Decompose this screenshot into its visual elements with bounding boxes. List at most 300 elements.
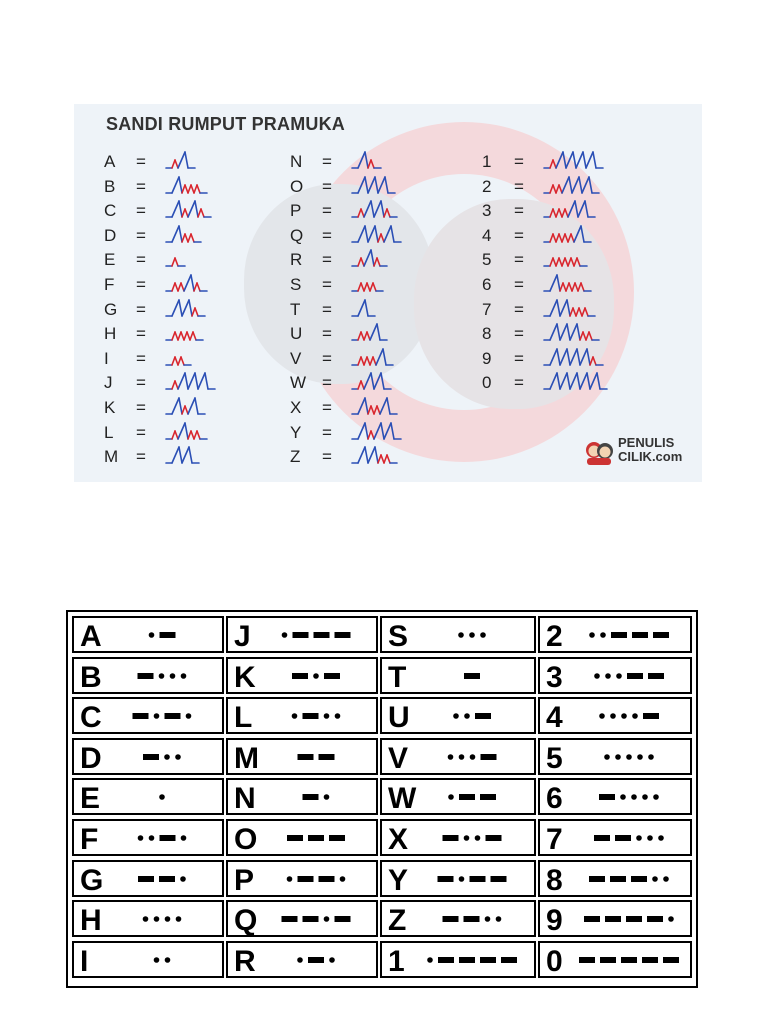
rumput-char: B [104, 176, 116, 196]
morse-code-glyph [382, 902, 534, 935]
morse-char: C [80, 701, 102, 735]
rumput-stroke [364, 332, 367, 340]
morse-char: Q [234, 904, 258, 938]
morse-dot [458, 632, 464, 638]
rumput-stroke [188, 201, 195, 217]
morse-char: P [234, 863, 255, 897]
rumput-stroke [589, 332, 592, 340]
rumput-code-glyph [166, 175, 209, 197]
rumput-stroke [590, 373, 597, 389]
morse-dash [159, 876, 175, 882]
rumput-code-glyph [166, 273, 209, 295]
rumput-stroke [185, 209, 188, 217]
rumput-equals: = [322, 398, 332, 417]
rumput-stroke [550, 275, 557, 291]
rumput-stroke [587, 373, 590, 389]
rumput-stroke [172, 300, 179, 316]
morse-code-glyph [382, 740, 534, 773]
rumput-stroke [358, 381, 361, 389]
morse-dot [653, 795, 659, 801]
rumput-stroke [178, 373, 185, 389]
rumput-stroke [198, 373, 205, 389]
rumput-stroke [377, 324, 380, 340]
morse-dash [663, 957, 679, 963]
rumput-stroke [368, 431, 371, 439]
rumput-stroke [556, 152, 563, 168]
rumput-stroke [557, 349, 560, 365]
morse-cell-t [380, 657, 536, 694]
morse-dash [287, 835, 303, 841]
rumput-stroke [571, 258, 574, 266]
rumput-code-glyph [166, 298, 207, 320]
rumput-equals: = [136, 152, 146, 171]
morse-dash [160, 835, 176, 841]
rumput-char: N [290, 152, 303, 171]
rumput-stroke [370, 283, 373, 291]
rumput-stroke [358, 177, 365, 193]
rumput-stroke [380, 398, 387, 414]
morse-char: 5 [546, 741, 563, 775]
morse-dash [335, 632, 351, 638]
rumput-stroke [185, 373, 188, 389]
morse-dash [324, 673, 340, 679]
morse-dash [594, 835, 610, 841]
rumput-stroke [550, 160, 553, 168]
rumput-stroke [182, 300, 189, 316]
rumput-equals: = [514, 250, 524, 270]
morse-cell-p [226, 860, 378, 897]
rumput-stroke [358, 283, 361, 291]
rumput-code-glyph [352, 175, 397, 197]
rumput-stroke [358, 258, 361, 266]
rumput-stroke [175, 258, 178, 266]
rumput-stroke [385, 177, 388, 193]
rumput-char: 4 [482, 225, 492, 245]
morse-char: 4 [546, 701, 563, 735]
morse-dot [324, 795, 330, 801]
rumput-stroke [197, 283, 200, 291]
rumput-char: R [290, 250, 303, 270]
morse-dash [308, 835, 324, 841]
rumput-stroke [377, 258, 380, 266]
morse-dash [615, 835, 631, 841]
morse-dot [600, 632, 606, 638]
morse-code-glyph [74, 780, 222, 813]
rumput-code-glyph [544, 371, 609, 393]
rumput-stroke [364, 357, 367, 365]
rumput-stroke [569, 283, 572, 291]
morse-cell-u [380, 697, 536, 734]
morse-dash [138, 673, 154, 679]
rumput-stroke [550, 234, 553, 242]
morse-dash [600, 957, 616, 963]
rumput-char: J [104, 373, 113, 393]
morse-dot [648, 754, 654, 760]
rumput-stroke [576, 308, 579, 316]
rumput-equals: = [514, 373, 524, 393]
morse-dot [159, 795, 165, 801]
rumput-equals: = [136, 324, 146, 344]
rumput-stroke [371, 250, 374, 266]
rumput-stroke [371, 406, 374, 414]
rumput-stroke [582, 177, 589, 193]
rumput-equals: = [322, 299, 332, 319]
morse-char: B [80, 660, 102, 694]
morse-dot [668, 916, 674, 922]
rumput-code-glyph [544, 224, 593, 246]
morse-code-glyph [540, 659, 690, 692]
morse-dash [626, 916, 642, 922]
rumput-stroke [557, 373, 560, 389]
rumput-char: L [104, 422, 114, 442]
morse-cell-b [72, 657, 224, 694]
rumput-equals: = [136, 250, 146, 270]
rumput-equals: = [514, 348, 524, 368]
morse-dash [438, 876, 454, 882]
morse-dot [496, 916, 502, 922]
rumput-stroke [191, 431, 194, 439]
morse-cell-5 [538, 738, 692, 775]
rumput-char: O [290, 176, 304, 196]
rumput-char: U [290, 324, 303, 344]
morse-dash [589, 876, 605, 882]
rumput-stroke [580, 332, 583, 340]
rumput-stroke [560, 373, 567, 389]
morse-char: A [80, 620, 102, 653]
rumput-stroke [184, 275, 191, 291]
rumput-code-glyph [544, 150, 605, 172]
morse-dot [637, 754, 643, 760]
rumput-stroke [361, 357, 364, 365]
rumput-code-glyph [352, 248, 389, 270]
morse-dot [464, 713, 470, 719]
morse-dot [485, 916, 491, 922]
morse-dot [480, 632, 486, 638]
morse-char: M [234, 741, 259, 775]
rumput-char: P [290, 201, 302, 221]
rumput-stroke [597, 373, 600, 389]
morse-dot [154, 957, 160, 963]
morse-dot [154, 916, 160, 922]
rumput-equals: = [514, 201, 524, 221]
morse-code-glyph [540, 780, 690, 813]
rumput-stroke [175, 381, 178, 389]
morse-dot [620, 795, 626, 801]
rumput-stroke [172, 283, 175, 291]
morse-dot [632, 713, 638, 719]
morse-char: F [80, 823, 99, 856]
morse-dot [459, 876, 465, 882]
rumput-stroke [175, 160, 178, 168]
rumput-stroke [586, 152, 593, 168]
rumput-stroke [368, 226, 375, 242]
morse-code-glyph [228, 943, 376, 976]
rumput-stroke [559, 258, 562, 266]
rumput-stroke [378, 234, 381, 242]
rumput-stroke [361, 209, 364, 217]
morse-cell-4 [538, 697, 692, 734]
rumput-code-glyph [544, 298, 597, 320]
rumput-equals: = [136, 225, 146, 245]
morse-char: 6 [546, 782, 563, 816]
morse-dash [480, 794, 496, 800]
morse-code-glyph [382, 862, 534, 895]
rumput-stroke [172, 332, 175, 340]
morse-cell-w [380, 778, 536, 815]
rumput-stroke [198, 209, 201, 217]
morse-char: 2 [546, 620, 563, 653]
rumput-stroke [172, 201, 179, 217]
rumput-char: T [290, 299, 301, 319]
rumput-stroke [181, 357, 184, 365]
rumput-code-glyph [352, 396, 399, 418]
rumput-char: E [104, 250, 116, 270]
rumput-stroke [569, 177, 572, 193]
morse-cell-l [226, 697, 378, 734]
morse-dash [133, 713, 149, 719]
morse-dot [448, 795, 454, 801]
rumput-stroke [358, 447, 365, 463]
morse-dot [149, 835, 155, 841]
rumput-stroke [361, 258, 364, 266]
rumput-stroke [197, 431, 200, 439]
morse-dash [303, 794, 319, 800]
morse-char: L [234, 701, 253, 735]
rumput-stroke [182, 209, 185, 217]
rumput-stroke [179, 201, 182, 217]
morse-dash [610, 876, 626, 882]
rumput-stroke [188, 373, 195, 389]
rumput-stroke [358, 332, 361, 340]
morse-dot [292, 713, 298, 719]
rumput-stroke [565, 209, 568, 217]
rumput-equals: = [136, 275, 146, 294]
morse-dash [319, 754, 335, 760]
morse-dot [448, 754, 454, 760]
rumput-equals: = [136, 398, 146, 417]
rumput-stroke [570, 324, 577, 340]
rumput-stroke [387, 455, 390, 463]
rumput-stroke [590, 357, 593, 365]
morse-code-glyph [228, 618, 376, 651]
rumput-code-glyph [166, 371, 217, 393]
rumput-stroke [562, 209, 565, 217]
morse-dot [427, 957, 433, 963]
rumput-stroke [381, 423, 384, 439]
rumput-stroke [581, 283, 584, 291]
morse-char: 3 [546, 660, 563, 694]
rumput-char: K [104, 398, 116, 417]
morse-char: I [80, 944, 89, 978]
rumput-stroke [182, 406, 185, 414]
rumput-stroke [192, 308, 195, 316]
rumput-char: H [104, 324, 117, 344]
rumput-stroke [571, 234, 574, 242]
rumput-stroke [190, 332, 193, 340]
rumput-equals: = [514, 275, 524, 294]
morse-cell-f [72, 819, 224, 856]
morse-dash [292, 673, 308, 679]
morse-dot [335, 713, 341, 719]
rumput-char: 3 [482, 201, 492, 221]
rumput-char: F [104, 275, 115, 294]
rumput-stroke [358, 423, 365, 439]
rumput-char: D [104, 225, 117, 245]
rumput-code-glyph [166, 150, 197, 172]
rumput-stroke [194, 431, 197, 439]
rumput-stroke [387, 398, 390, 414]
morse-code-glyph [540, 618, 690, 651]
rumput-stroke [368, 160, 371, 168]
morse-char: 9 [546, 904, 563, 938]
morse-code-glyph [74, 902, 222, 935]
rumput-stroke [358, 300, 365, 316]
rumput-stroke [371, 201, 374, 217]
rumput-stroke [553, 209, 556, 217]
morse-code-glyph [382, 821, 534, 854]
rumput-stroke [575, 201, 578, 217]
morse-dash [475, 713, 491, 719]
rumput-code-glyph [352, 199, 399, 221]
morse-dot [464, 835, 470, 841]
rumput-equals: = [514, 324, 524, 344]
rumput-stroke [364, 250, 371, 266]
rumput-stroke [368, 406, 371, 414]
rumput-char: 7 [482, 299, 492, 319]
morse-char: D [80, 741, 102, 775]
morse-dot [165, 916, 171, 922]
morse-dash [643, 713, 659, 719]
rumput-stroke [579, 308, 582, 316]
rumput-code-glyph [166, 445, 201, 467]
morse-code-glyph [74, 618, 222, 651]
rumput-stroke [195, 398, 198, 414]
morse-code-glyph [74, 862, 222, 895]
morse-code-glyph [74, 699, 222, 732]
rumput-stroke [573, 152, 576, 168]
morse-dash [480, 957, 496, 963]
rumput-equals: = [322, 348, 332, 368]
morse-dash [165, 713, 181, 719]
rumput-stroke [370, 357, 373, 365]
rumput-code-glyph [544, 248, 589, 270]
rumput-stroke [195, 373, 198, 389]
rumput-stroke [371, 373, 374, 389]
rumput-code-glyph [166, 248, 187, 270]
rumput-equals: = [514, 225, 524, 245]
morse-dot [313, 673, 319, 679]
rumput-char: 8 [482, 324, 492, 344]
morse-dot [663, 876, 669, 882]
rumput-equals: = [322, 250, 332, 270]
rumput-stroke [179, 177, 182, 193]
rumput-stroke [367, 283, 370, 291]
morse-dash [143, 754, 159, 760]
rumput-stroke [358, 398, 365, 414]
rumput-stroke [374, 406, 377, 414]
rumput-stroke [374, 201, 381, 217]
rumput-stroke [580, 349, 587, 365]
rumput-char: 2 [482, 176, 492, 196]
rumput-stroke [185, 406, 188, 414]
morse-dot [626, 754, 632, 760]
morse-code-glyph [540, 943, 690, 976]
rumput-equals: = [136, 373, 146, 393]
morse-dot [175, 754, 181, 760]
morse-cell-1 [380, 941, 536, 978]
morse-char: J [234, 620, 251, 653]
morse-char: N [234, 782, 256, 816]
morse-dash [282, 916, 298, 922]
rumput-stroke [384, 423, 391, 439]
rumput-stroke [178, 152, 185, 168]
morse-code-glyph [382, 659, 534, 692]
morse-dot [594, 673, 600, 679]
rumput-stroke [567, 324, 570, 340]
rumput-stroke [175, 332, 178, 340]
morse-dash [298, 754, 314, 760]
rumput-stroke [201, 209, 204, 217]
rumput-char: Q [290, 225, 304, 245]
morse-dot [642, 795, 648, 801]
rumput-stroke [381, 455, 384, 463]
morse-code-glyph [382, 943, 534, 976]
rumput-stroke [566, 152, 573, 168]
morse-char: 7 [546, 823, 563, 856]
rumput-stroke [375, 447, 378, 463]
rumput-stroke [383, 349, 386, 365]
rumput-stroke [550, 300, 557, 316]
rumput-stroke [178, 423, 185, 439]
rumput-stroke [585, 201, 588, 217]
morse-code-glyph [540, 862, 690, 895]
morse-code-glyph [228, 821, 376, 854]
morse-dash [605, 916, 621, 922]
rumput-stroke [384, 455, 387, 463]
morse-dash [584, 916, 600, 922]
morse-dot [154, 713, 160, 719]
morse-code-glyph [228, 699, 376, 732]
rumput-stroke [365, 447, 368, 463]
morse-dash [319, 876, 335, 882]
morse-code-glyph [382, 780, 534, 813]
rumput-stroke [181, 332, 184, 340]
rumput-char: I [104, 348, 109, 368]
rumput-stroke [358, 152, 365, 168]
morse-dash [579, 957, 595, 963]
rumput-code-glyph [166, 347, 193, 369]
rumput-stroke [582, 308, 585, 316]
rumput-stroke [560, 283, 563, 291]
morse-dot [186, 713, 192, 719]
rumput-stroke [178, 332, 181, 340]
rumput-stroke [568, 258, 571, 266]
rumput-title: SANDI RUMPUT PRAMUKA [106, 114, 345, 134]
rumput-equals: = [514, 299, 524, 319]
rumput-stroke [384, 209, 387, 217]
morse-cell-e [72, 778, 224, 815]
morse-cell-6 [538, 778, 692, 815]
rumput-stroke [556, 185, 559, 193]
rumput-stroke [371, 160, 374, 168]
morse-dot [469, 632, 475, 638]
rumput-stroke [553, 185, 556, 193]
morse-dot [329, 957, 335, 963]
morse-dot [615, 754, 621, 760]
rumput-stroke [185, 423, 188, 439]
rumput-stroke [583, 332, 586, 340]
morse-dot [453, 713, 459, 719]
